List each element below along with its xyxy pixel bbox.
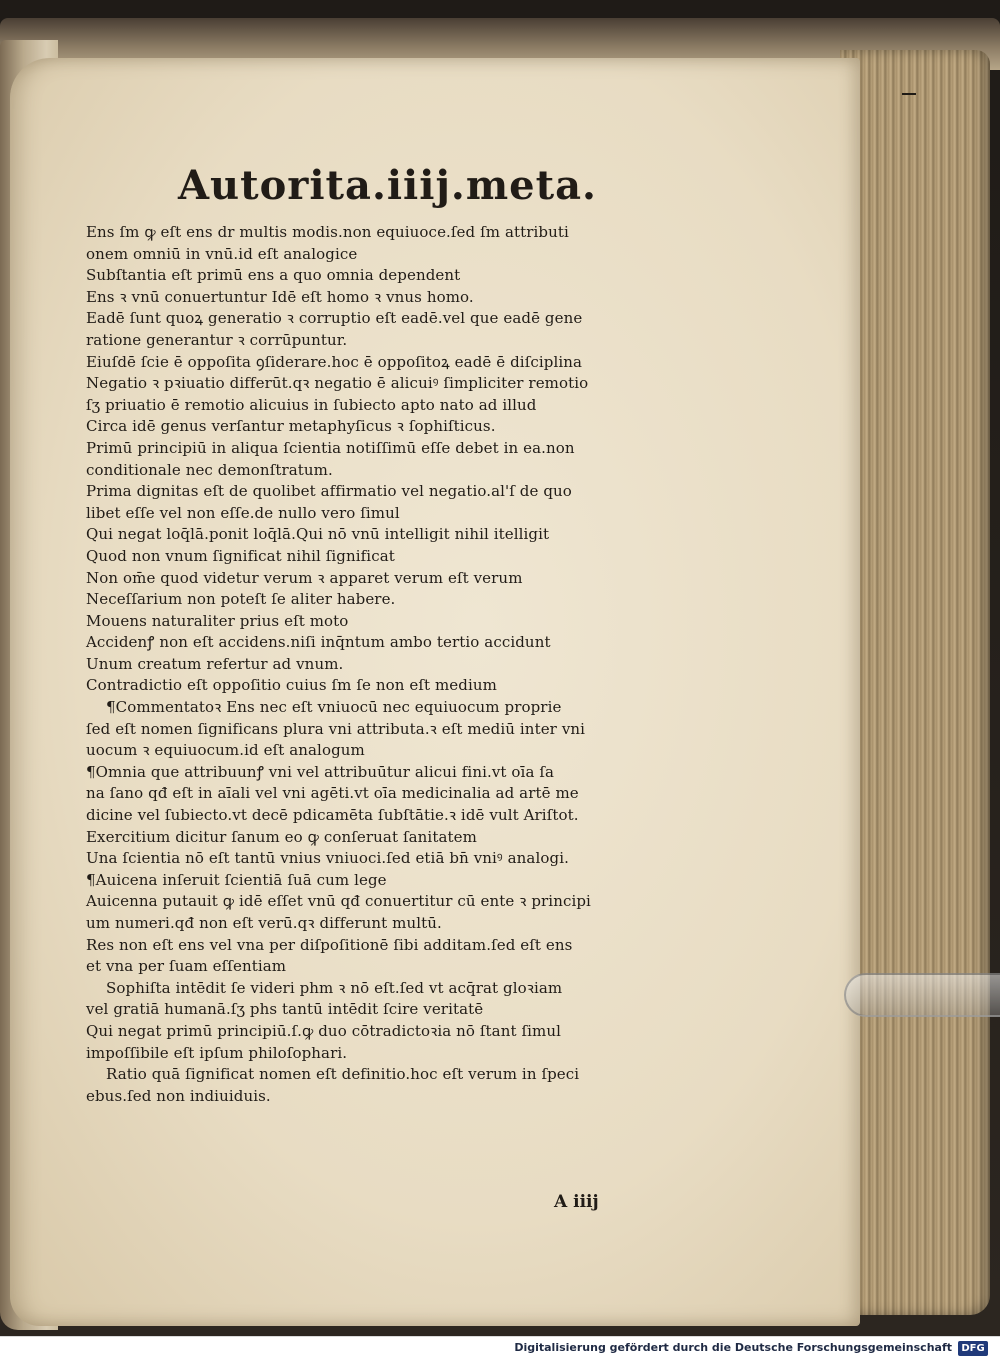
text-lines <box>86 222 666 1107</box>
text-line: Mouens naturaliter prius eſt moto <box>86 611 349 630</box>
text-line: ſed eſt nomen ſignificans plura vni attributa.ꝛ eſt mediū inter vni <box>86 719 586 738</box>
printed-page <box>10 58 860 1326</box>
text-line: Contradictio eſt oppoſitio cuius ſm ſe non eſt medium <box>86 676 497 695</box>
text-line: Eadē ſunt quoꝝ generatio ꝛ corruptio eſt eadē.vel que eadē gene <box>86 309 583 328</box>
text-line: Unum creatum refertur ad vnum. <box>86 654 344 673</box>
text-line: Qui negat primū principiū.ſ.ꝙ duo cōtradictoꝛia nō ſtant ſimul <box>86 1021 562 1040</box>
footer-bar <box>0 1336 1000 1360</box>
text-line: Una ſcientia nō eſt tantū vnius vniuoci.ſed etiā bn̄ vniꝰ analogi. <box>86 849 569 868</box>
text-line: ſʒ priuatio ē remotio alicuius in ſubiecto apto nato ad illud <box>86 395 537 414</box>
text-line: Sophiſta intēdit ſe videri phm ꝛ nō eſt.ſed vt acq̄rat gloꝛiam <box>106 978 563 997</box>
text-line: Subſtantia eſt primū ens a quo omnia dependent <box>86 266 461 285</box>
text-line: Non om̄e quod videtur verum ꝛ apparet verum eſt verum <box>86 568 523 587</box>
text-line: na ſano qđ eſt in aīali vel vni agēti.vt oīa medicinalia ad artē me <box>86 784 579 803</box>
text-line: vel gratiā humanā.ſʒ phs tantū intēdit ſcire veritatē <box>86 1000 484 1019</box>
dfg-logo: DFG <box>958 1341 988 1356</box>
text-line: dicine vel ſubiecto.vt decē pdicamēta ſubſtātie.ꝛ idē vult Ariſtot. <box>86 806 579 825</box>
text-line: Negatio ꝛ pꝛiuatio differūt.qꝛ negatio ē alicuiꝰ ſimpliciter remotio <box>86 374 589 393</box>
text-line: libet eſſe vel non eſſe.de nullo vero ſimul <box>86 503 400 522</box>
text-line: ebus.ſed non indiuiduis. <box>86 1086 271 1105</box>
page-clamp <box>834 963 1000 1033</box>
page-marker <box>902 93 916 95</box>
text-line: ¶Commentatoꝛ Ens nec eſt vniuocū nec equiuocum proprie <box>106 698 562 717</box>
funding-credit: Digitalisierung gefördert durch die Deutsche Forschungsgemeinschaft <box>514 1341 952 1354</box>
text-line: ¶Auicena inſeruit ſcientiā ſuā cum lege <box>86 870 387 889</box>
text-line: Prima dignitas eſt de quolibet affirmatio vel negatio.al'ſ de quo <box>86 482 572 501</box>
text-line: Qui negat loq̄lā.ponit loq̄lā.Qui nō vnū intelligit nihil itelligit <box>86 525 550 544</box>
text-line: ¶Omnia que attribuunꝭ vni vel attribuūtur alicui fini.vt oīa ſa <box>86 762 555 781</box>
page-text-block <box>86 158 666 1107</box>
text-line: Eiuſdē ſcie ē oppoſita ꝯſiderare.hoc ē oppoſitoꝝ eadē ē diſciplina <box>86 352 583 371</box>
text-line: onem omniū in vnū.id eſt analogice <box>86 244 358 263</box>
text-line: Accidenꝭ non eſt accidens.niſi inq̄ntum ambo tertio accidunt <box>86 633 551 652</box>
text-line: Auicenna putauit ꝙ idē eſſet vnū qđ conuertitur cū ente ꝛ principi <box>86 892 591 911</box>
signature-mark: A iiij <box>554 1192 599 1212</box>
text-line: et vna per ſuam eſſentiam <box>86 957 287 976</box>
text-line: Res non eſt ens vel vna per diſpoſitionē ſibi additam.ſed eſt ens <box>86 935 573 954</box>
text-line: um numeri.qđ non eſt verū.qꝛ differunt multū. <box>86 914 442 932</box>
text-line: Ens ꝛ vnū conuertuntur Idē eſt homo ꝛ vnus homo. <box>86 287 474 306</box>
text-line: Ratio quā ſignificat nomen eſt definitio.hoc eſt verum in ſpeci <box>106 1065 580 1084</box>
text-line: Circa idē genus verſantur metaphyſicus ꝛ ſophiſticus. <box>86 417 496 436</box>
text-line: Exercitium dicitur ſanum eo ꝙ conſeruat ſanitatem <box>86 827 477 846</box>
page-block-edge <box>840 50 990 1315</box>
text-line: Quod non vnum ſignificat nihil ſignificat <box>86 546 395 565</box>
clamp-bar <box>844 973 1000 1017</box>
text-line: conditionale nec demonſtratum. <box>86 460 333 479</box>
page-heading: Autorita.iiij.meta. <box>178 162 597 209</box>
text-line: Ens ſm ꝙ eſt ens dr multis modis.non equiuoce.ſed ſm attributi <box>86 223 569 241</box>
text-line: ratione generantur ꝛ corrūpuntur. <box>86 330 348 349</box>
text-line: Neceſſarium non poteſt ſe aliter habere. <box>86 590 396 609</box>
text-line: impoſſibile eſt ipſum philoſophari. <box>86 1043 348 1062</box>
text-line: uocum ꝛ equiuocum.id eſt analogum <box>86 741 365 760</box>
text-line: Primū principiū in aliqua ſcientia notiſſimū eſſe debet in ea.non <box>86 438 575 457</box>
